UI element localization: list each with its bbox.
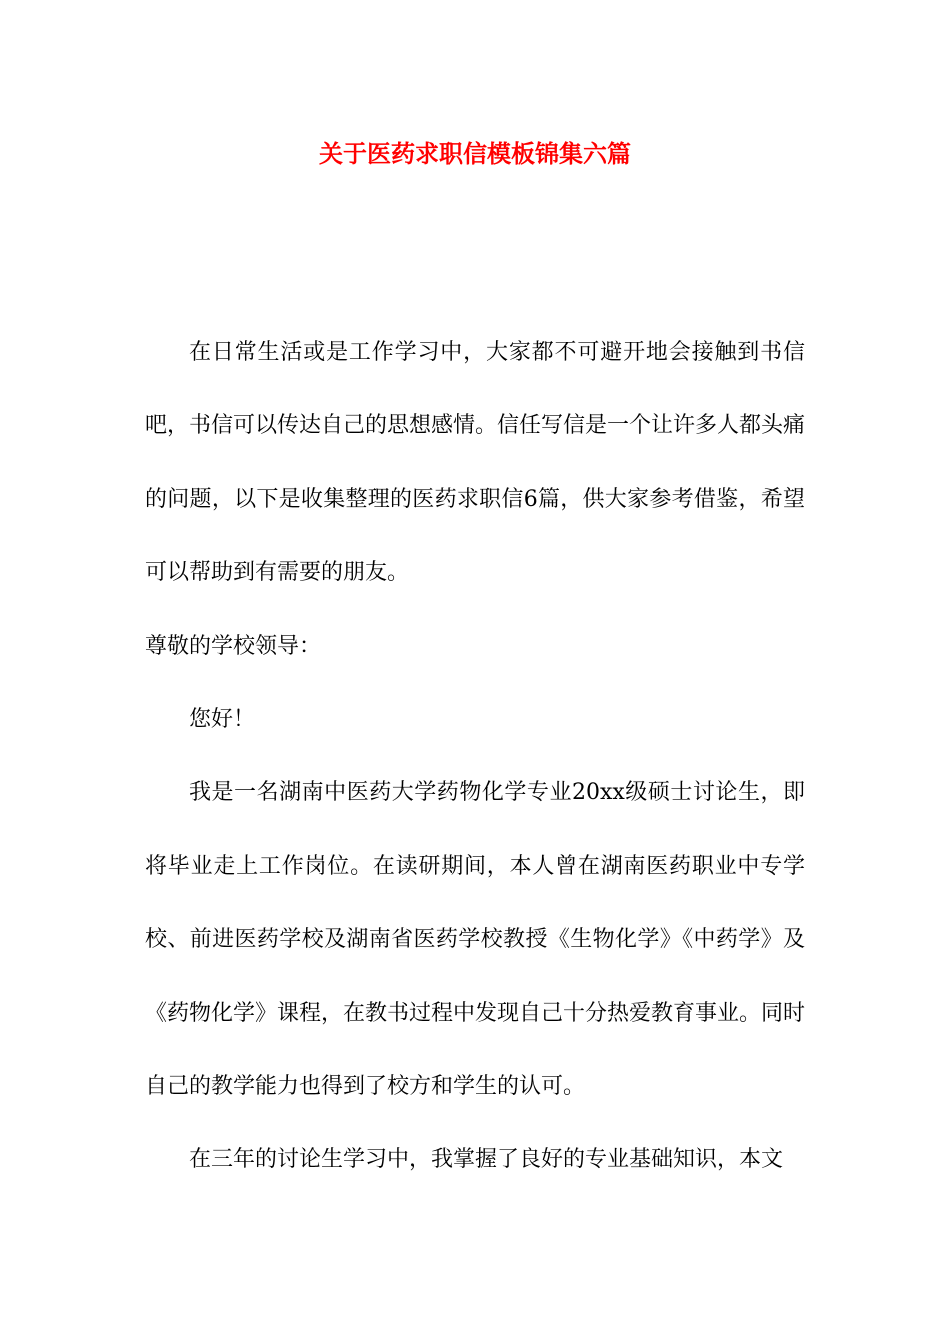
greeting: 您好！ — [189, 707, 256, 733]
document-body — [145, 316, 805, 1197]
intro-paragraph: 在日常生活或是工作学习中，大家都不可避开地会接触到书信吧，书信可以传达自己的思想感情。信任写信是一个让许多人都头痛的问题，以下是收集整理的医药求职信6篇，供大家参考借鉴，希望可以帮助到有需要的朋友。 — [145, 340, 806, 586]
document-title: 关于医药求职信模板锦集六篇 — [319, 140, 631, 168]
body-paragraph: 我是一名湖南中医药大学药物化学专业20xx级硕士讨论生，即将毕业走上工作岗位。在读研期间，本人曾在湖南医药职业中专学校、前进医药学校及湖南省医药学校教授《生物化学》《中药学》及《药物化学》课程，在教书过程中发现自己十分热爱教育事业。同时自己的教学能力也得到了校方和学生的认可。 — [145, 780, 806, 1100]
salutation: 尊敬的学校领导： — [145, 633, 322, 659]
body-paragraph: 在三年的讨论生学习中，我掌握了良好的专业基础知识，本文 — [189, 1147, 784, 1173]
